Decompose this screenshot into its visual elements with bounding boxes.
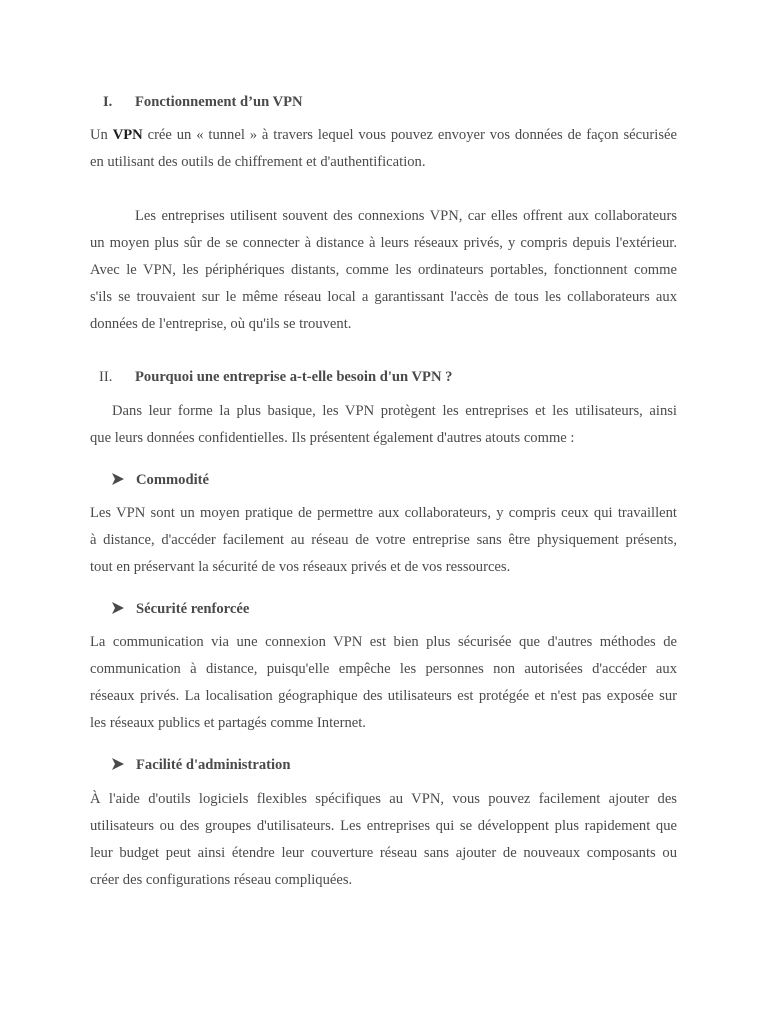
paragraph-line: créer des configurations réseau compliquées.	[90, 872, 353, 888]
paragraph-line: réseaux privés. La localisation géographique des utilisateurs est protégée et n'est pas exposée sur	[90, 688, 677, 704]
bullet-heading-commodite	[111, 470, 209, 490]
section-1-number: I.	[103, 94, 113, 110]
paragraph-line: Dans leur forme la plus basique, les VPN protègent les entreprises et les utilisateurs, ainsi	[112, 403, 677, 419]
paragraph-line: les réseaux publics et partagés comme Internet.	[90, 715, 366, 731]
section-1-paragraph-2	[90, 203, 677, 338]
arrow-bullet-icon	[111, 472, 125, 486]
bullet-heading-securite	[111, 599, 250, 619]
paragraph-line: utilisateurs ou des groupes d'utilisateurs. Les entreprises qui se développent plus rapidement que	[90, 818, 677, 834]
section-2-number: II.	[99, 369, 113, 385]
paragraph-line: Les VPN sont un moyen pratique de permettre aux collaborateurs, y compris ceux qui travaillent	[90, 505, 677, 521]
arrow-bullet-icon	[111, 601, 125, 615]
bullet-2-paragraph	[90, 629, 677, 737]
paragraph-line: leur budget peut ainsi étendre leur couverture réseau sans ajouter de nouveaux composants ou	[90, 845, 677, 861]
section-2-intro-paragraph	[90, 398, 677, 452]
bullet-title: Sécurité renforcée	[136, 601, 250, 617]
section-2-title: Pourquoi une entreprise a-t-elle besoin d'un VPN ?	[135, 369, 453, 385]
paragraph-line: s'ils se trouvaient sur le même réseau local a garantissant l'accès de tous les collaborateurs aux	[90, 289, 677, 305]
paragraph-line: à distance, d'accéder facilement au réseau de votre entreprise sans être physiquement présents,	[90, 532, 677, 548]
bullet-3-paragraph	[90, 786, 677, 894]
paragraph-line: Les entreprises utilisent souvent des connexions VPN, car elles offrent aux collaborateurs	[135, 208, 677, 224]
bullet-title: Facilité d'administration	[136, 757, 291, 773]
paragraph-line: La communication via une connexion VPN est bien plus sécurisée que d'autres méthodes de	[90, 634, 677, 650]
section-1-intro-paragraph	[90, 122, 677, 176]
paragraph-line: Avec le VPN, les périphériques distants, comme les ordinateurs portables, fonctionnent comme	[90, 262, 677, 278]
bullet-1-paragraph	[90, 500, 677, 581]
paragraph-line: tout en préservant la sécurité de vos réseaux privés et de vos ressources.	[90, 559, 511, 575]
paragraph-line: que leurs données confidentielles. Ils présentent également d'autres atouts comme :	[90, 430, 575, 446]
section-1-title: Fonctionnement d’un VPN	[135, 94, 303, 110]
paragraph-line: données de l'entreprise, où qu'ils se trouvent.	[90, 316, 352, 332]
paragraph-line: en utilisant des outils de chiffrement et d'authentification.	[90, 154, 426, 170]
arrow-bullet-icon	[111, 757, 125, 771]
paragraph-line: Un VPN crée un « tunnel » à travers lequel vous pouvez envoyer vos données de façon sécurisée	[90, 127, 677, 143]
paragraph-line: un moyen plus sûr de se connecter à distance à leurs réseaux privés, y compris depuis l'extérieur.	[90, 235, 677, 251]
paragraph-line: À l'aide d'outils logiciels flexibles spécifiques au VPN, vous pouvez facilement ajouter des	[90, 791, 677, 807]
bullet-title: Commodité	[136, 472, 209, 488]
bullet-heading-administration	[111, 755, 291, 775]
paragraph-line: communication à distance, puisqu'elle empêche les personnes non autorisées d'accéder aux	[90, 661, 677, 677]
vpn-keyword: VPN	[112, 127, 143, 143]
